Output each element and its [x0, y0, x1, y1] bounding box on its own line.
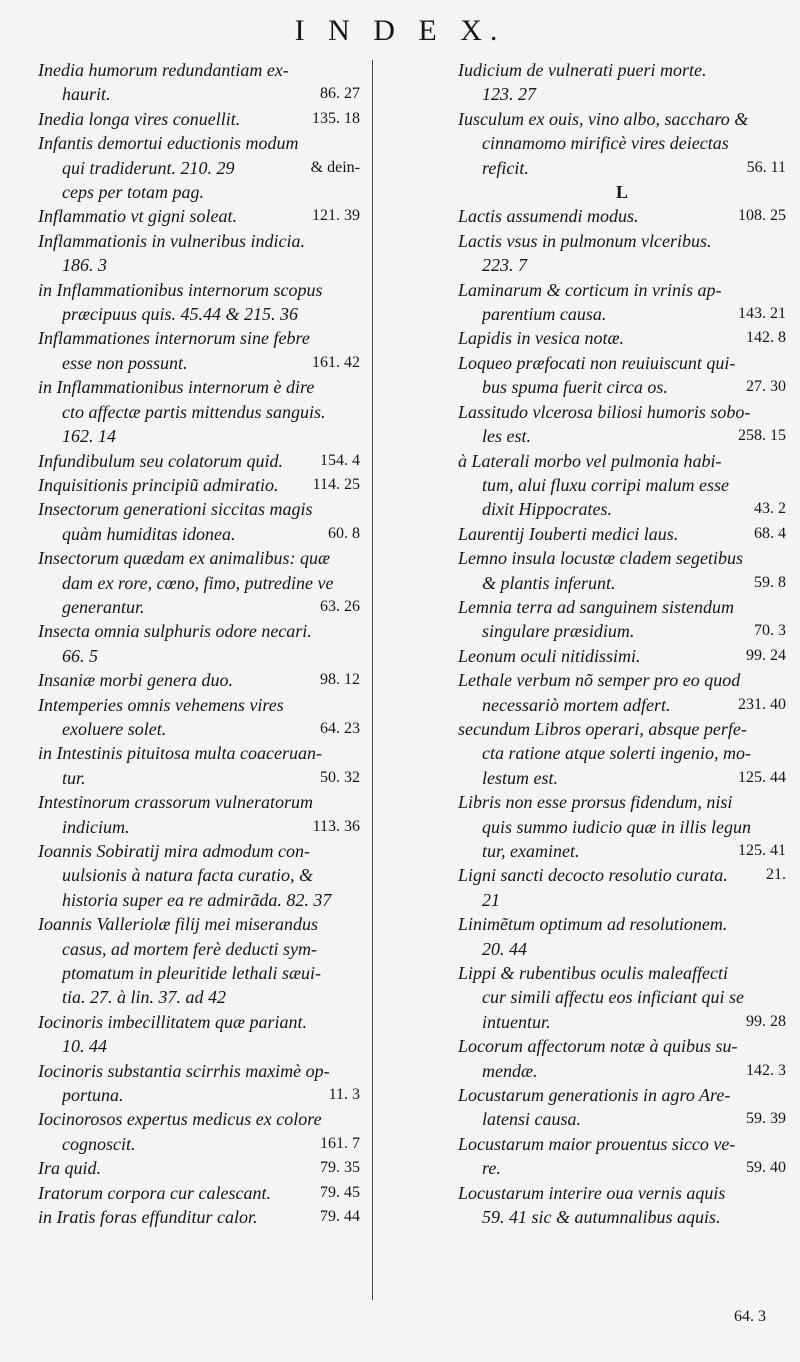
entry-text: ceps per totam pag. — [62, 182, 204, 203]
entry-text: historia super ea re admirãda. 82. 37 — [62, 889, 332, 910]
entry-text: cta ratione atque solerti ingenio, mo- — [482, 743, 751, 764]
page-reference: 64. 23 — [320, 719, 360, 737]
entry-text: Iratorum corpora cur calescant. — [38, 1182, 271, 1203]
entry-line — [458, 766, 786, 790]
index-entry — [38, 1181, 360, 1205]
entry-line — [38, 1010, 360, 1034]
entry-line — [38, 717, 360, 741]
page-reference: 114. 25 — [312, 475, 360, 493]
page-reference: 113. 36 — [312, 817, 360, 835]
index-entry — [38, 204, 360, 228]
page-reference: 60. 8 — [328, 524, 360, 542]
entry-line — [38, 668, 360, 692]
entry-line — [38, 180, 360, 204]
entry-line — [458, 961, 786, 985]
entry-text: & plantis inferunt. — [482, 572, 616, 593]
entry-line — [38, 204, 360, 228]
page-reference: 161. 7 — [320, 1134, 360, 1152]
page-reference: 43. 2 — [754, 500, 786, 518]
entry-text: Inedia humorum redundantiam ex- — [38, 60, 289, 80]
entry-text: reficit. — [482, 157, 529, 178]
entry-line — [458, 351, 786, 375]
entry-line — [458, 424, 786, 448]
index-entry — [458, 595, 786, 644]
entry-text: in Inflammationibus internorum scopus — [38, 279, 323, 300]
entry-text: à Laterali morbo vel pulmonia habi- — [458, 450, 722, 471]
page-reference: 79. 35 — [320, 1159, 360, 1177]
entry-text: in Iratis foras effunditur calor. — [38, 1207, 258, 1228]
entry-line — [458, 522, 786, 546]
entry-line — [458, 912, 786, 936]
entry-line — [38, 619, 360, 643]
index-entry — [458, 278, 786, 327]
entry-line — [458, 985, 786, 1009]
entry-text: Insectorum quædam ex animalibus: quæ — [38, 548, 330, 569]
entry-line — [458, 326, 786, 350]
entry-line — [458, 107, 786, 131]
entry-text: intuentur. — [482, 1011, 551, 1032]
entry-line — [38, 131, 360, 155]
page-reference: 27. 30 — [746, 378, 786, 396]
index-entry — [38, 473, 360, 497]
entry-line — [458, 815, 786, 839]
entry-text: Iusculum ex ouis, vino albo, saccharo & — [458, 108, 749, 129]
entry-line — [38, 375, 360, 399]
index-entry — [458, 449, 786, 522]
index-entry — [38, 58, 360, 107]
entry-text: Lactis assumendi modus. — [458, 206, 639, 227]
page-reference: 99. 24 — [746, 646, 786, 664]
entry-line — [38, 473, 360, 497]
entry-text: Ira quid. — [38, 1158, 101, 1179]
entry-line — [38, 1083, 360, 1107]
entry-text: re. — [482, 1158, 501, 1179]
page-reference: 154. 4 — [320, 451, 360, 469]
entry-line — [38, 546, 360, 570]
continuation-reference: 64. 3 — [734, 1308, 766, 1325]
entry-line — [38, 741, 360, 765]
index-entry — [38, 1205, 360, 1229]
index-entry — [458, 107, 786, 180]
entry-text: casus, ad mortem ferè deducti sym- — [62, 938, 317, 959]
entry-line — [38, 1205, 360, 1229]
entry-text: bus spuma fuerit circa os. — [482, 377, 668, 398]
entry-line — [458, 497, 786, 521]
entry-line — [38, 644, 360, 668]
entry-text: generantur. — [62, 596, 145, 617]
page-reference: 161. 42 — [312, 353, 360, 371]
page-reference: & dein- — [310, 158, 360, 176]
entry-line — [458, 375, 786, 399]
index-entry — [458, 912, 786, 961]
index-entry — [38, 668, 360, 692]
entry-line — [38, 58, 360, 82]
entry-line — [458, 229, 786, 253]
entry-line — [458, 156, 786, 180]
entry-text: quis summo iudicio quæ in illis legun — [482, 816, 752, 837]
index-entry — [458, 351, 786, 400]
index-entry — [38, 619, 360, 668]
entry-text: Lassitudo vlcerosa biliosi humoris sobo- — [458, 401, 751, 422]
entry-text: Iocinoris substantia scirrhis maximè op- — [38, 1060, 330, 1081]
entry-text: Insectorum generationi siccitas magis — [38, 499, 313, 520]
entry-text: ptomatum in pleuritide lethali sæui- — [62, 963, 321, 984]
entry-line — [458, 888, 786, 912]
entry-line — [38, 522, 360, 546]
entry-text: haurit. — [62, 84, 111, 105]
entry-text: mendæ. — [482, 1060, 538, 1081]
entry-text: portuna. — [62, 1085, 124, 1106]
entry-line — [38, 1132, 360, 1156]
entry-line — [458, 1132, 786, 1156]
page-reference: 231. 40 — [738, 695, 786, 713]
entry-line — [458, 644, 786, 668]
entry-line — [38, 253, 360, 277]
entry-line — [38, 229, 360, 253]
entry-line — [38, 766, 360, 790]
page-reference: 143. 21 — [738, 305, 786, 323]
index-entry — [458, 1083, 786, 1132]
entry-text: Lemnia terra ad sanguinem sistendum — [458, 596, 734, 617]
index-entry — [458, 58, 786, 107]
index-entry — [458, 1181, 786, 1230]
index-entry — [38, 107, 360, 131]
entry-text: 66. 5 — [62, 645, 98, 666]
entry-line — [458, 58, 786, 82]
page-reference: 86. 27 — [320, 85, 360, 103]
entry-text: qui tradiderunt. 210. 29 — [62, 157, 235, 178]
page-reference: 121. 39 — [312, 207, 360, 225]
entry-text: 20. 44 — [482, 938, 527, 959]
index-entry — [458, 961, 786, 1034]
page-reference: 59. 40 — [746, 1159, 786, 1177]
entry-text: cognoscit. — [62, 1133, 136, 1154]
entry-text: Inflammatio vt gigni soleat. — [38, 206, 237, 227]
entry-line — [458, 790, 786, 814]
entry-line — [458, 741, 786, 765]
entry-text: tur. — [62, 767, 86, 788]
entry-text: exoluere solet. — [62, 718, 167, 739]
entry-text: latensi causa. — [482, 1109, 581, 1130]
entry-text: uulsionis à natura facta curatio, & — [62, 865, 314, 886]
index-entry — [38, 229, 360, 278]
entry-text: Iudicium de vulnerati pueri morte. — [458, 60, 707, 80]
entry-line — [38, 1107, 360, 1131]
entry-line — [458, 839, 786, 863]
entry-text: 123. 27 — [482, 84, 536, 105]
entry-line — [458, 668, 786, 692]
page-reference: 79. 45 — [320, 1183, 360, 1201]
entry-line — [458, 1181, 786, 1205]
page-reference: 79. 44 — [320, 1208, 360, 1226]
index-entry — [458, 717, 786, 790]
entry-text: Inedia longa vires conuellit. — [38, 108, 241, 129]
entry-line — [458, 863, 786, 887]
entry-text: esse non possunt. — [62, 352, 188, 373]
entry-text: Infantis demortui eductionis modum — [38, 133, 299, 154]
entry-text: Lethale verbum nõ semper pro eo quod — [458, 670, 741, 691]
entry-text: 21 — [482, 889, 500, 910]
entry-text: lestum est. — [482, 767, 558, 788]
entry-text: dixit Hippocrates. — [482, 499, 612, 520]
entry-line — [458, 1010, 786, 1034]
index-entry — [38, 741, 360, 790]
entry-text: in Intestinis pituitosa multa coaceruan- — [38, 743, 322, 764]
entry-text: cto affectæ partis mittendus sanguis. — [62, 401, 326, 422]
entry-text: Libris non esse prorsus fidendum, nisi — [458, 792, 733, 813]
index-entry — [38, 1107, 360, 1156]
entry-line — [458, 253, 786, 277]
page-reference: 98. 12 — [320, 671, 360, 689]
entry-text: secundum Libros operari, absque perfe- — [458, 718, 747, 739]
index-entry — [38, 1059, 360, 1108]
right-column — [458, 58, 786, 1230]
entry-line — [458, 449, 786, 473]
entry-text: indicium. — [62, 816, 130, 837]
entry-line — [458, 1205, 786, 1229]
entry-text: Insaniæ morbi genera duo. — [38, 670, 233, 691]
index-entry — [38, 1156, 360, 1180]
entry-text: Ligni sancti decocto resolutio curata. — [458, 865, 728, 886]
entry-line — [38, 449, 360, 473]
entry-line — [458, 1083, 786, 1107]
index-entry — [38, 912, 360, 1010]
page-reference: 50. 32 — [320, 768, 360, 786]
entry-text: les est. — [482, 426, 531, 447]
entry-line — [38, 888, 360, 912]
entry-line — [38, 107, 360, 131]
entry-line — [458, 1034, 786, 1058]
index-entry — [458, 1132, 786, 1181]
entry-text: Linimẽtum optimum ad resolutionem. — [458, 914, 728, 935]
entry-line — [38, 985, 360, 1009]
entry-text: Locustarum interire oua vernis aquis — [458, 1182, 726, 1203]
entry-line — [458, 693, 786, 717]
entry-text: præcipuus quis. 45.44 & 215. 36 — [62, 304, 299, 325]
entry-line — [38, 326, 360, 350]
entry-text: tur, examinet. — [482, 841, 580, 861]
page-title: I N D E X. — [294, 14, 506, 47]
entry-text: cur simili affectu eos inficiant qui se — [482, 987, 744, 1008]
index-columns — [38, 58, 786, 1230]
entry-text: tia. 27. à lin. 37. ad 42 — [62, 987, 227, 1008]
entry-text: 223. 7 — [482, 255, 527, 276]
entry-line — [38, 82, 360, 106]
entry-line — [38, 937, 360, 961]
index-entry — [458, 863, 786, 912]
index-entry — [458, 326, 786, 350]
entry-text: Lippi & rubentibus oculis maleaffecti — [458, 963, 728, 984]
index-entry — [38, 693, 360, 742]
entry-text: Iocinoris imbecillitatem quæ pariant. — [38, 1011, 307, 1032]
entry-text: tum, alui fluxu corripi malum esse — [482, 474, 729, 495]
page-reference: 21. — [766, 866, 786, 884]
entry-text: 59. 41 sic & autumnalibus aquis. — [482, 1207, 721, 1228]
entry-text: Infundibulum seu colatorum quid. — [38, 450, 283, 471]
entry-text: Lactis vsus in pulmonum vlceribus. — [458, 230, 712, 251]
entry-text: Locustarum maior prouentus sicco ve- — [458, 1133, 736, 1154]
index-entry — [458, 229, 786, 278]
index-entry — [38, 375, 360, 448]
page-reference: 135. 18 — [312, 109, 360, 127]
entry-line — [38, 351, 360, 375]
entry-line — [38, 400, 360, 424]
entry-text: Inflammationis in vulneribus indicia. — [38, 230, 305, 251]
page-reference: 142. 8 — [746, 329, 786, 347]
entry-line — [38, 790, 360, 814]
entry-line — [38, 571, 360, 595]
entry-line — [38, 863, 360, 887]
page-reference: 125. 41 — [738, 842, 786, 859]
index-entry — [38, 1010, 360, 1059]
index-entry — [458, 204, 786, 228]
index-entry — [38, 326, 360, 375]
entry-line — [458, 278, 786, 302]
page-reference: 56. 11 — [746, 158, 786, 176]
entry-text: Insecta omnia sulphuris odore necari. — [38, 621, 312, 642]
entry-line — [458, 473, 786, 497]
entry-line — [38, 302, 360, 326]
entry-line — [458, 1156, 786, 1180]
index-entry — [458, 400, 786, 449]
entry-text: Ioannis Valleriolæ filij mei miserandus — [38, 914, 319, 935]
page-reference: 59. 8 — [754, 573, 786, 591]
page-reference: 63. 26 — [320, 597, 360, 615]
entry-line — [38, 278, 360, 302]
entry-line — [38, 595, 360, 619]
entry-line — [458, 302, 786, 326]
page-reference: 70. 3 — [754, 622, 786, 640]
entry-line — [458, 937, 786, 961]
page-reference: 258. 15 — [738, 427, 786, 445]
entry-text: necessariò mortem adfert. — [482, 694, 671, 715]
page-reference: 68. 4 — [754, 524, 786, 542]
entry-text: Inflammationes internorum sine febre — [38, 328, 310, 349]
left-column — [38, 58, 360, 1230]
page-reference: 142. 3 — [746, 1061, 786, 1079]
section-letter: L — [615, 182, 628, 203]
entry-text: Ioannis Sobiratij mira admodum con- — [38, 841, 310, 861]
entry-line — [458, 82, 786, 106]
entry-text: cinnamomo mirificè vires deiectas — [482, 133, 729, 154]
index-entry — [458, 522, 786, 546]
page-reference: 125. 44 — [738, 768, 786, 786]
entry-text: quàm humiditas idonea. — [62, 523, 236, 544]
entry-line — [38, 1156, 360, 1180]
index-entry — [38, 546, 360, 619]
entry-line — [458, 546, 786, 570]
entry-text: Intemperies omnis vehemens vires — [38, 694, 284, 715]
entry-text: parentium causa. — [482, 304, 607, 325]
entry-text: Intestinorum crassorum vulneratorum — [38, 792, 313, 813]
page-reference: 108. 25 — [738, 207, 786, 225]
entry-line — [458, 717, 786, 741]
entry-line — [38, 424, 360, 448]
entry-line — [38, 497, 360, 521]
index-entry — [458, 1034, 786, 1083]
entry-text: 10. 44 — [62, 1036, 107, 1057]
entry-line — [38, 815, 360, 839]
entry-text: Iocinorosos expertus medicus ex colore — [38, 1109, 322, 1130]
entry-line — [38, 156, 360, 180]
index-entry — [38, 449, 360, 473]
entry-line — [458, 595, 786, 619]
entry-line — [458, 571, 786, 595]
entry-line — [38, 1034, 360, 1058]
page-reference: 59. 39 — [746, 1110, 786, 1128]
entry-text: Loqueo præfocati non reuiuiscunt qui- — [458, 352, 736, 373]
entry-line — [458, 1059, 786, 1083]
entry-line — [458, 619, 786, 643]
entry-text: dam ex rore, cœno, fimo, putredine ve — [62, 572, 334, 593]
index-entry — [38, 790, 360, 839]
entry-text: Lemno insula locustæ cladem segetibus — [458, 548, 743, 569]
index-entry — [38, 497, 360, 546]
index-entry — [38, 839, 360, 912]
entry-text: Lapidis in vesica notæ. — [458, 328, 624, 349]
entry-line — [458, 131, 786, 155]
index-entry — [38, 278, 360, 327]
index-entry — [458, 668, 786, 717]
entry-line — [458, 204, 786, 228]
entry-text: Laurentij Iouberti medici laus. — [458, 523, 679, 544]
index-entry — [458, 546, 786, 595]
page-reference: 11. 3 — [328, 1086, 360, 1104]
page-reference: 99. 28 — [746, 1012, 786, 1030]
entry-text: 186. 3 — [62, 255, 107, 276]
entry-line — [38, 839, 360, 863]
entry-text: Laminarum & corticum in vrinis ap- — [458, 279, 722, 300]
entry-line — [38, 693, 360, 717]
entry-line — [458, 400, 786, 424]
entry-text: Locorum affectorum notæ à quibus su- — [458, 1036, 738, 1057]
entry-text: 162. 14 — [62, 426, 116, 447]
index-entry — [458, 644, 786, 668]
index-entry — [38, 131, 360, 204]
entry-line — [38, 912, 360, 936]
entry-text: singulare præsidium. — [482, 621, 635, 642]
entry-text: Leonum oculi nitidissimi. — [458, 645, 641, 666]
entry-text: Inquisitionis principiũ admiratio. — [38, 474, 279, 495]
entry-text: Locustarum generationis in agro Are- — [458, 1085, 731, 1106]
entry-line — [38, 961, 360, 985]
entry-line — [458, 1107, 786, 1131]
entry-text: in Inflammationibus internorum è dire — [38, 377, 315, 398]
index-entry — [458, 790, 786, 863]
entry-line — [38, 1181, 360, 1205]
entry-line — [38, 1059, 360, 1083]
